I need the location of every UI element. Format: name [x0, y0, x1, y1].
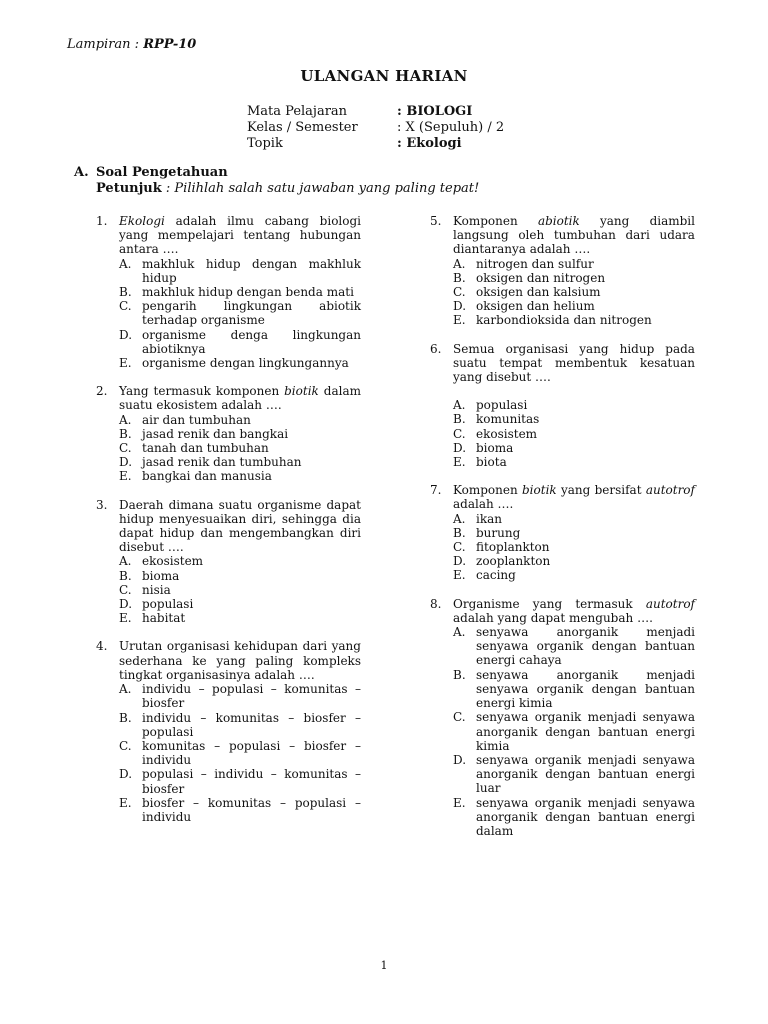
answer-option	[119, 455, 361, 469]
option-letter: E.	[119, 356, 132, 371]
answer-option	[453, 398, 695, 412]
answer-option	[119, 299, 361, 327]
section-title: Soal Pengetahuan	[96, 165, 228, 180]
option-text: makhluk hidup dengan makhluk hidup	[142, 256, 361, 285]
option-text: zooplankton	[476, 554, 551, 569]
answer-option	[453, 285, 695, 299]
answer-options	[453, 398, 695, 469]
answer-option	[453, 427, 695, 441]
answer-options	[453, 625, 695, 838]
option-letter: D.	[453, 299, 467, 314]
question-number: 5.	[430, 214, 442, 228]
answer-option	[119, 682, 361, 710]
meta-row-subject	[247, 104, 504, 120]
lampiran-header	[67, 38, 196, 52]
answer-option	[453, 455, 695, 469]
answer-options	[453, 512, 695, 583]
answer-option	[119, 257, 361, 285]
option-text: oksigen dan helium	[476, 299, 595, 314]
option-letter: B.	[119, 426, 132, 441]
answer-option	[119, 413, 361, 427]
answer-option	[453, 554, 695, 568]
page-title: ULANGAN HARIAN	[300, 67, 468, 85]
answer-option	[119, 597, 361, 611]
question-item	[430, 214, 695, 328]
question-item	[430, 342, 695, 470]
option-letter: A.	[453, 625, 466, 640]
questions-column-right	[430, 214, 695, 852]
option-text: senyawa organik menjadi senyawa anorganik dengan bantuan energi dalam	[476, 795, 695, 838]
option-text: organisme dengan lingkungannya	[142, 356, 349, 371]
answer-option	[119, 796, 361, 824]
question-text: Yang termasuk komponen biotik dalam suatu ekosistem adalah ….	[119, 384, 361, 413]
meta-label: Mata Pelajaran	[247, 104, 348, 119]
meta-value: : X (Sepuluh) / 2	[397, 120, 505, 135]
option-letter: D.	[119, 767, 133, 782]
option-letter: B.	[453, 667, 466, 682]
question-text: Urutan organisasi kehidupan dari yang sederhana ke yang paling kompleks tingkat organisasinya adalah ….	[119, 639, 361, 682]
answer-option	[119, 554, 361, 568]
option-text: biosfer – komunitas – populasi – individu	[142, 795, 361, 824]
option-text: senyawa anorganik menjadi senyawa organik dengan bantuan energi cahaya	[476, 625, 695, 668]
option-letter: B.	[453, 412, 466, 427]
option-text: senyawa anorganik menjadi senyawa organik dengan bantuan energi kimia	[476, 667, 695, 711]
answer-option	[119, 427, 361, 441]
option-letter: E.	[453, 795, 466, 810]
option-text: cacing	[476, 568, 516, 583]
section-heading	[74, 166, 228, 180]
petunjuk-text: : Pilihlah salah satu jawaban yang paling tepat!	[165, 181, 480, 196]
page-number: 1	[380, 959, 388, 972]
answer-option	[453, 796, 695, 839]
option-letter: C.	[119, 738, 132, 753]
petunjuk-label: Petunjuk	[96, 181, 162, 196]
meta-row-topic	[247, 136, 504, 152]
option-letter: D.	[119, 455, 133, 470]
question-text: Komponen abiotik yang diambil langsung oleh tumbuhan dari udara diantaranya adalah ….	[453, 214, 695, 257]
question-text: Organisme yang termasuk autotrof adalah yang dapat mengubah ….	[453, 596, 695, 625]
option-letter: E.	[453, 455, 466, 470]
option-text: habitat	[142, 611, 186, 626]
option-letter: D.	[453, 752, 467, 767]
option-text: bangkai dan manusia	[142, 469, 272, 484]
answer-option	[453, 299, 695, 313]
answer-option	[453, 540, 695, 554]
answer-option	[453, 313, 695, 327]
option-text: jasad renik dan bangkai	[142, 426, 289, 441]
option-letter: C.	[453, 710, 466, 725]
answer-option	[119, 469, 361, 483]
option-text: burung	[476, 525, 521, 540]
answer-option	[453, 710, 695, 753]
question-number: 3.	[96, 497, 108, 512]
answer-option	[453, 753, 695, 796]
option-letter: C.	[453, 285, 466, 300]
option-letter: D.	[119, 597, 133, 612]
question-number: 8.	[430, 596, 442, 611]
question-number: 4.	[96, 639, 108, 654]
option-text: individu – komunitas – biosfer – populasi	[142, 710, 361, 739]
option-text: senyawa organik menjadi senyawa anorganik dengan bantuan energi kimia	[476, 710, 695, 753]
answer-option	[453, 625, 695, 668]
meta-value: : BIOLOGI	[397, 104, 473, 119]
questions-column-left	[96, 214, 361, 838]
option-text: ikan	[476, 511, 502, 526]
answer-option	[119, 767, 361, 795]
option-text: fitoplankton	[476, 540, 550, 555]
answer-option	[119, 583, 361, 597]
option-letter: B.	[453, 525, 466, 540]
question-text: Ekologi adalah ilmu cabang biologi yang mempelajari tentang hubungan antara ….	[119, 214, 361, 257]
answer-options	[453, 257, 695, 328]
option-text: karbondioksida dan nitrogen	[476, 313, 652, 328]
option-letter: E.	[119, 795, 132, 810]
option-letter: A.	[119, 682, 132, 697]
answer-option	[119, 739, 361, 767]
answer-option	[453, 412, 695, 426]
option-letter: C.	[119, 582, 132, 597]
option-letter: A.	[119, 256, 132, 271]
question-number: 6.	[430, 341, 442, 356]
answer-options	[119, 413, 361, 484]
option-text: senyawa organik menjadi senyawa anorganik dengan bantuan energi luar	[476, 752, 695, 796]
answer-options	[119, 554, 361, 625]
option-letter: C.	[119, 441, 132, 456]
meta-row-class	[247, 120, 504, 136]
answer-option	[119, 611, 361, 625]
option-letter: E.	[119, 469, 132, 484]
answer-option	[453, 441, 695, 455]
exam-meta	[247, 104, 504, 152]
option-text: individu – populasi – komunitas – biosfer	[142, 682, 361, 711]
option-text: pengarih lingkungan abiotik terhadap organisme	[142, 299, 361, 328]
instructions	[96, 182, 479, 196]
option-letter: E.	[453, 313, 466, 328]
option-text: populasi – individu – komunitas – biosfer	[142, 767, 361, 796]
option-letter: A.	[453, 398, 466, 413]
answer-option	[453, 257, 695, 271]
question-number: 1.	[96, 214, 108, 228]
question-item	[96, 214, 361, 370]
option-letter: D.	[453, 554, 467, 569]
answer-option	[119, 711, 361, 739]
answer-option	[119, 356, 361, 370]
option-letter: E.	[119, 611, 132, 626]
option-letter: A.	[453, 511, 466, 526]
option-letter: A.	[119, 554, 132, 569]
option-letter: B.	[119, 710, 132, 725]
option-text: organisme denga lingkungan abiotiknya	[142, 327, 361, 356]
answer-option	[119, 285, 361, 299]
option-text: populasi	[476, 398, 528, 413]
question-item	[96, 384, 361, 483]
option-text: air dan tumbuhan	[142, 412, 251, 427]
lampiran-code: RPP-10	[143, 37, 197, 52]
option-text: ekosistem	[142, 554, 204, 569]
meta-label: Kelas / Semester	[247, 120, 358, 135]
question-number: 2.	[96, 384, 108, 399]
answer-options	[119, 682, 361, 824]
option-text: nitrogen dan sulfur	[476, 256, 594, 271]
option-letter: B.	[119, 568, 132, 583]
question-text: Komponen biotik yang bersifat autotrof adalah ….	[453, 483, 695, 512]
option-text: bioma	[476, 440, 514, 455]
answer-option	[119, 328, 361, 356]
question-text: Semua organisasi yang hidup pada suatu tempat membentuk kesatuan yang disebut ….	[453, 341, 695, 385]
answer-option	[453, 668, 695, 711]
option-text: biota	[476, 455, 507, 470]
answer-option	[453, 568, 695, 582]
meta-value: : Ekologi	[397, 136, 462, 151]
answer-options	[119, 257, 361, 371]
option-text: oksigen dan kalsium	[476, 285, 601, 300]
lampiran-label: Lampiran :	[67, 37, 140, 52]
meta-label: Topik	[247, 136, 283, 151]
option-letter: B.	[453, 270, 466, 285]
answer-option	[119, 569, 361, 583]
answer-option	[453, 526, 695, 540]
question-number: 7.	[430, 483, 442, 498]
option-letter: C.	[119, 299, 132, 314]
option-text: komunitas – populasi – biosfer – individu	[142, 738, 361, 768]
option-letter: C.	[453, 426, 466, 441]
option-letter: C.	[453, 540, 466, 555]
option-text: oksigen dan nitrogen	[476, 270, 606, 285]
option-letter: A.	[453, 256, 466, 271]
question-item	[430, 483, 695, 582]
section-number: A.	[74, 165, 89, 180]
option-letter: B.	[119, 285, 132, 300]
question-item	[96, 498, 361, 626]
option-letter: A.	[119, 412, 132, 427]
option-text: populasi	[142, 597, 194, 612]
question-text: Daerah dimana suatu organisme dapat hidup menyesuaikan diri, sehingga dia dapat hidup dan mengembangkan diri disebut ….	[119, 497, 361, 555]
option-text: jasad renik dan tumbuhan	[142, 455, 302, 470]
answer-option	[453, 271, 695, 285]
option-letter: D.	[119, 327, 133, 342]
answer-option	[453, 512, 695, 526]
option-text: bioma	[142, 568, 180, 583]
option-text: ekosistem	[476, 426, 538, 441]
option-letter: E.	[453, 568, 466, 583]
option-letter: D.	[453, 440, 467, 455]
question-item	[430, 597, 695, 838]
option-text: komunitas	[476, 412, 540, 427]
answer-option	[119, 441, 361, 455]
question-item	[96, 639, 361, 824]
option-text: makhluk hidup dengan benda mati	[142, 285, 354, 300]
option-text: nisia	[142, 582, 171, 597]
option-text: tanah dan tumbuhan	[142, 441, 269, 456]
